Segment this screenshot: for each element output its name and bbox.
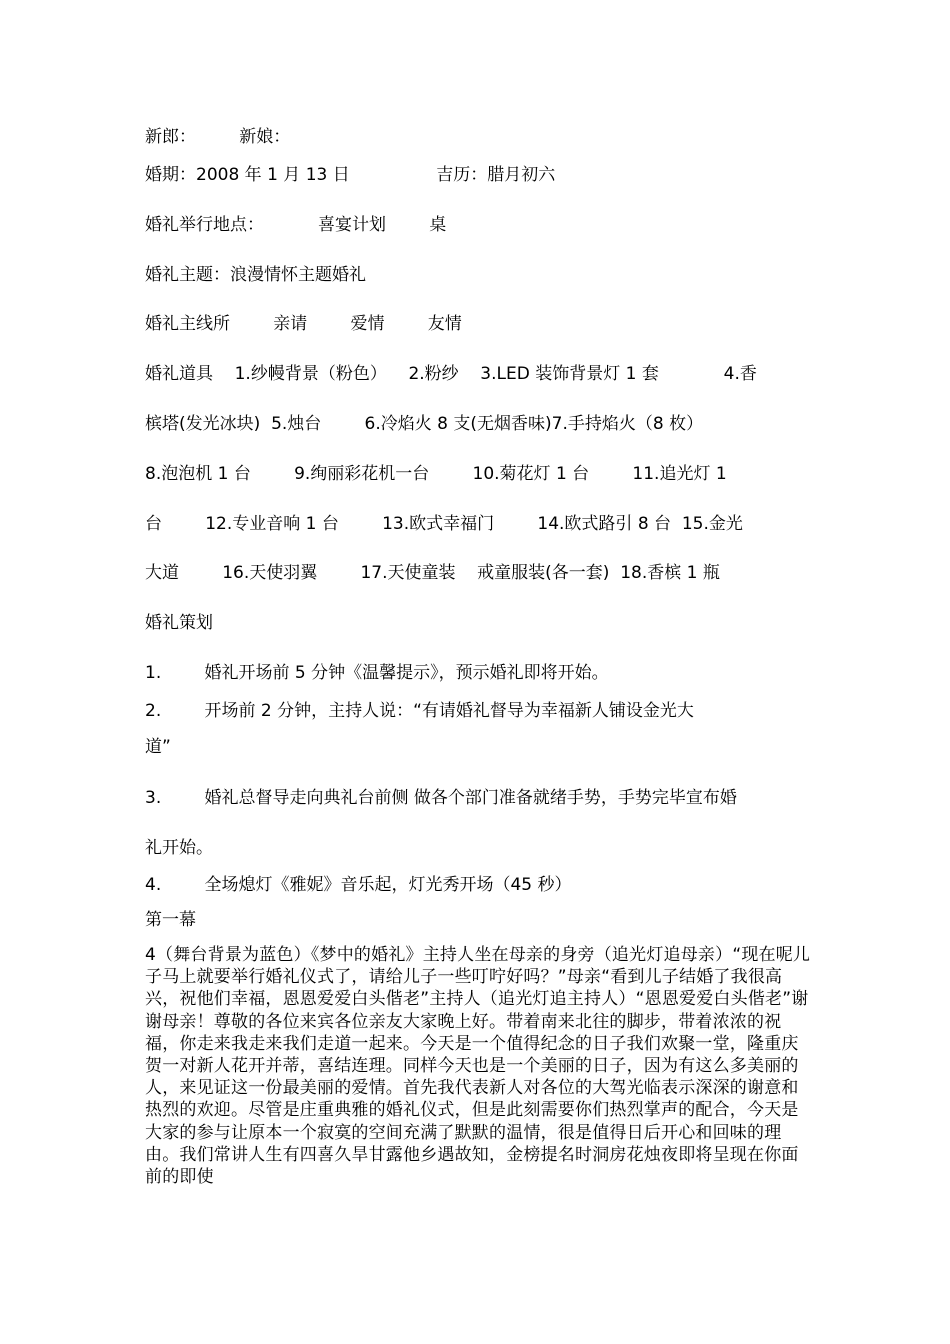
- plan-item-3-cont: 礼开始。: [145, 838, 213, 858]
- props-line-3: 8.泡泡机 1 台 9.绚丽彩花机一台 10.菊花灯 1 台 11.追光灯 1: [145, 464, 727, 484]
- props-line-4: 台 12.专业音响 1 台 13.欧式幸福门 14.欧式路引 8 台 15.金光: [145, 514, 743, 534]
- plan-item-1: 1. 婚礼开场前 5 分钟《温馨提示》，预示婚礼即将开始。: [145, 663, 609, 683]
- section-heading-act-one: 第一幕: [145, 910, 196, 930]
- plan-item-2-cont: 道”: [145, 737, 171, 757]
- wedding-date-line: 婚期：2008 年 1 月 13 日 吉历：腊月初六: [145, 165, 556, 185]
- plan-item-3: 3. 婚礼总督导走向典礼台前侧 做各个部门准备就绪手势，手势完毕宣布婚: [145, 788, 737, 808]
- props-line-2: 槟塔(发光冰块) 5.烛台 6.冷焰火 8 支(无烟香味)7.手持焰火（8 枚）: [145, 414, 704, 434]
- act-one-paragraph: 4（舞台背景为蓝色）《梦中的婚礼》主持人坐在母亲的身旁（追光灯追母亲）“现在呢儿子马上就要举行婚礼仪式了，请给儿子一些叮咛好吗？”母亲“看到儿子结婚了我很高兴，祝他们幸福，恩恩爱爱白头偕老”主持人（追光灯追主持人）“恩恩爱爱白头偕老”谢谢母亲！尊敬的各位来宾各位亲友大家晚上好。带着南来北往的脚步，带着浓浓的祝福，你走来我走来我们走道一起来。今天是一个值得纪念的日子我们欢聚一堂，隆重庆贺一对新人花开并蒂，喜结连理。同样今天也是一个美丽的日子，因为有这么多美丽的人，来见证这一份最美丽的爱情。首先我代表新人对各位的大驾光临表示深深的谢意和热烈的欢迎。尽管是庄重典雅的婚礼仪式，但是此刻需要你们热烈掌声的配合，今天是大家的参与让原本一个寂寞的空间充满了默默的温情，很是值得日后开心和回味的理由。我们常讲人生有四喜久旱甘露他乡遇故知，金榜提名时洞房花烛夜即将呈现在你面前的即使: [145, 945, 811, 1188]
- mainline-line: 婚礼主线所 亲请 爱情 友情: [145, 314, 462, 334]
- plan-item-2: 2. 开场前 2 分钟，主持人说：“有请婚礼督导为幸福新人铺设金光大: [145, 701, 694, 721]
- plan-item-4: 4. 全场熄灯《雅妮》音乐起，灯光秀开场（45 秒）: [145, 875, 572, 895]
- props-line-1: 婚礼道具 1.纱幔背景（粉色） 2.粉纱 3.LED 装饰背景灯 1 套 4.香: [145, 364, 757, 384]
- groom-bride-line: 新郎： 新娘：: [145, 127, 291, 147]
- venue-line: 婚礼举行地点： 喜宴计划 桌: [145, 215, 447, 235]
- section-heading-planning: 婚礼策划: [145, 613, 213, 633]
- theme-line: 婚礼主题：浪漫情怀主题婚礼: [145, 265, 366, 285]
- props-line-5: 大道 16.天使羽翼 17.天使童装 戒童服装(各一套) 18.香槟 1 瓶: [145, 563, 720, 583]
